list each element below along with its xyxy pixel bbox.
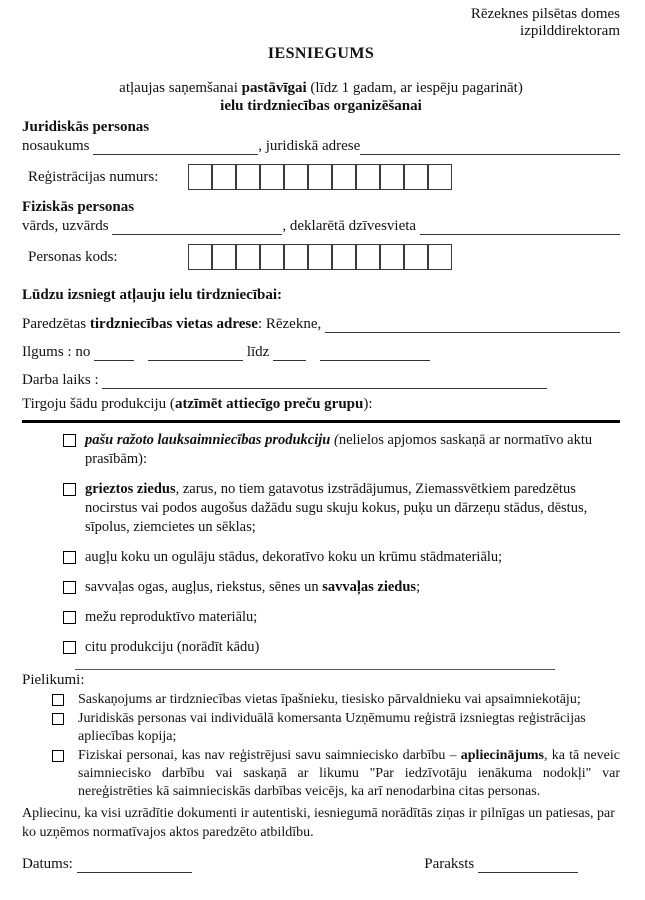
checkbox-icon[interactable] <box>63 581 76 594</box>
digit-box[interactable] <box>404 244 428 270</box>
trade-address-bold: tirdzniecības vietas adrese <box>89 316 258 332</box>
products-intro-post: ): <box>363 396 373 412</box>
checkbox-icon[interactable] <box>52 694 64 706</box>
attachment-text: Saskaņojums ar tirdzniecības vietas īpašnieku, tiesisko pārvaldnieku vai apsaimniekotāju; <box>78 692 581 707</box>
residence-blank[interactable] <box>420 219 620 235</box>
request-heading: Lūdzu izsniegt atļauju ielu tirdzniecībai: <box>22 287 283 303</box>
checkbox-icon[interactable] <box>52 713 64 725</box>
digit-box[interactable] <box>188 164 212 190</box>
attachment-item-agreement <box>52 691 620 709</box>
personal-code-grid[interactable] <box>188 244 452 270</box>
trade-address-post: : Rēzekne, <box>257 316 325 332</box>
digit-box[interactable] <box>428 244 452 270</box>
product-item-fruit-tree-seedlings <box>63 548 620 567</box>
duration-label: Ilgums : no <box>22 344 95 360</box>
product-item-other <box>63 638 620 657</box>
digit-box[interactable] <box>260 164 284 190</box>
signature-blank[interactable] <box>478 857 578 873</box>
attachment-text: Fiziskai personai, kas nav reģistrējusi savu saimniecisko darbību – <box>78 748 461 763</box>
product-text-bold: savvaļas ziedus <box>322 579 417 595</box>
signature-row <box>22 854 620 874</box>
product-text: nelielos apjomos saskaņā ar normatīvo aktu prasībām): <box>85 432 593 467</box>
trade-address-blank[interactable] <box>325 317 620 333</box>
product-text: citu produkciju (norādīt kādu) <box>85 639 260 655</box>
addressee-line-2: izpilddirektoram <box>520 23 620 39</box>
digit-box[interactable] <box>212 164 236 190</box>
legal-name-blank[interactable] <box>93 139 258 155</box>
attachments-list <box>22 691 620 801</box>
digit-box[interactable] <box>428 164 452 190</box>
trade-address-pre: Paredzētas <box>22 316 90 332</box>
digit-box[interactable] <box>260 244 284 270</box>
product-text: mežu reproduktīvo materiālu; <box>85 609 258 625</box>
products-intro-line <box>22 395 620 413</box>
date-blank[interactable] <box>77 857 192 873</box>
attachments-heading: Pielikumi: <box>22 672 85 688</box>
working-hours-blank[interactable] <box>102 373 547 389</box>
working-hours-label: Darba laiks : <box>22 372 103 388</box>
checkbox-icon[interactable] <box>63 434 76 447</box>
product-text: ; <box>416 579 421 595</box>
product-text-italic: ( <box>333 432 339 448</box>
product-item-wild-berries <box>63 578 620 597</box>
legal-address-label: , juridiskā adrese <box>258 138 361 154</box>
digit-box[interactable] <box>284 244 308 270</box>
declaration-text: Apliecinu, ka visi uzrādītie dokumenti ir autentiski, iesniegumā norādītās ziņas ir pilnīgas un patiesas, par ko uzņēmos normatīvajos aktos paredzēto atbildību. <box>22 806 615 840</box>
subtitle-bold: pastāvīgai <box>241 80 307 96</box>
attachment-text-bold: apliecinājums <box>460 748 544 763</box>
natural-name-label: vārds, uzvārds <box>22 218 113 234</box>
checkbox-icon[interactable] <box>52 750 64 762</box>
duration-until-label: līdz <box>243 344 274 360</box>
product-item-own-agricultural <box>63 431 620 469</box>
subtitle-post: (līdz 1 gadam, ar iespēju pagarināt) <box>306 80 523 96</box>
products-intro-pre: Tirgoju šādu produkciju ( <box>22 396 175 412</box>
signature-label: Paraksts <box>424 856 478 872</box>
document-title: IESNIEGUMS <box>267 45 375 62</box>
legal-person-name-line <box>22 137 620 156</box>
attachment-item-certification <box>52 747 620 801</box>
product-text: augļu koku un ogulāju stādus, dekoratīvo koku un krūmu stādmateriālu; <box>85 549 503 565</box>
duration-to-date-blank[interactable] <box>320 345 430 361</box>
product-item-cut-flowers <box>63 480 620 537</box>
digit-box[interactable] <box>308 244 332 270</box>
personal-code-label: Personas kods: <box>28 248 118 265</box>
products-intro-bold: atzīmēt attiecīgo preču grupu <box>174 396 364 412</box>
checkbox-icon[interactable] <box>63 611 76 624</box>
natural-name-blank[interactable] <box>112 219 282 235</box>
digit-box[interactable] <box>332 244 356 270</box>
document-subtitle-line2: ielu tirdzniecības organizēšanai <box>220 98 422 114</box>
digit-box[interactable] <box>236 164 260 190</box>
section-divider-thick <box>22 420 620 423</box>
duration-from-day-blank[interactable] <box>94 345 134 361</box>
digit-box[interactable] <box>212 244 236 270</box>
registration-number-row <box>22 164 620 190</box>
legal-person-heading: Juridiskās personas <box>22 119 150 135</box>
product-groups-list <box>22 431 620 657</box>
digit-box[interactable] <box>356 244 380 270</box>
registration-number-grid[interactable] <box>188 164 452 190</box>
product-item-forest-reproductive <box>63 608 620 627</box>
product-text: , zarus, no tiem gatavotus izstrādājumus, Ziemassvētkiem paredzētus nocirstus vai podos augošus dažādu sugu skuju kokus, puķu un dārzeņu stādus, dēstus, sīpolus, ziemcietes un sēklas; <box>85 481 588 535</box>
legal-name-label: nosaukums <box>22 138 94 154</box>
duration-from-date-blank[interactable] <box>148 345 243 361</box>
document-subtitle <box>22 79 620 97</box>
legal-address-blank[interactable] <box>360 139 620 155</box>
attachment-text: Juridiskās personas vai individuālā komersanta Uzņēmumu reģistrā izsniegtas reģistrācijas apliecības kopija; <box>78 711 586 744</box>
product-text-bold: grieztos ziedus <box>85 481 176 497</box>
natural-person-heading: Fiziskās personas <box>22 199 135 215</box>
digit-box[interactable] <box>356 164 380 190</box>
working-hours-line <box>22 371 620 390</box>
date-label: Datums: <box>22 856 77 872</box>
signature-group <box>424 854 578 874</box>
attachment-item-registration-copy <box>52 710 620 746</box>
residence-label: , deklarētā dzīvesvieta <box>282 218 420 234</box>
product-text: savvaļas ogas, augļus, riekstus, sēnes un <box>85 579 323 595</box>
addressee-block <box>22 6 620 40</box>
registration-number-label: Reģistrācijas numurs: <box>28 168 159 185</box>
digit-box[interactable] <box>404 164 428 190</box>
trade-address-line <box>22 315 620 334</box>
addressee-line-1: Rēzeknes pilsētas domes <box>470 6 620 22</box>
digit-box[interactable] <box>380 164 404 190</box>
duration-line <box>22 343 620 362</box>
digit-box[interactable] <box>380 244 404 270</box>
attachment-text: , ka tā neveic saimniecisko darbību vai saskaņā ar likumu "Par iedzīvotāju ienākuma nodokļi" var nereģistrēties kā saimnieciskās darbības veicējs, ka arī nenodarbina citas personas. <box>78 748 620 799</box>
digit-box[interactable] <box>332 164 356 190</box>
subtitle-pre: atļaujas saņemšanai <box>119 80 242 96</box>
digit-box[interactable] <box>284 164 308 190</box>
natural-person-name-line <box>22 217 620 236</box>
other-product-blank-line[interactable] <box>75 669 555 670</box>
personal-code-row <box>22 244 620 270</box>
checkbox-icon[interactable] <box>63 483 76 496</box>
checkbox-icon[interactable] <box>63 551 76 564</box>
product-text-bold-italic: pašu ražoto lauksaimniecības produkciju <box>85 432 334 448</box>
digit-box[interactable] <box>188 244 212 270</box>
checkbox-icon[interactable] <box>63 641 76 654</box>
digit-box[interactable] <box>308 164 332 190</box>
duration-to-day-blank[interactable] <box>273 345 306 361</box>
digit-box[interactable] <box>236 244 260 270</box>
